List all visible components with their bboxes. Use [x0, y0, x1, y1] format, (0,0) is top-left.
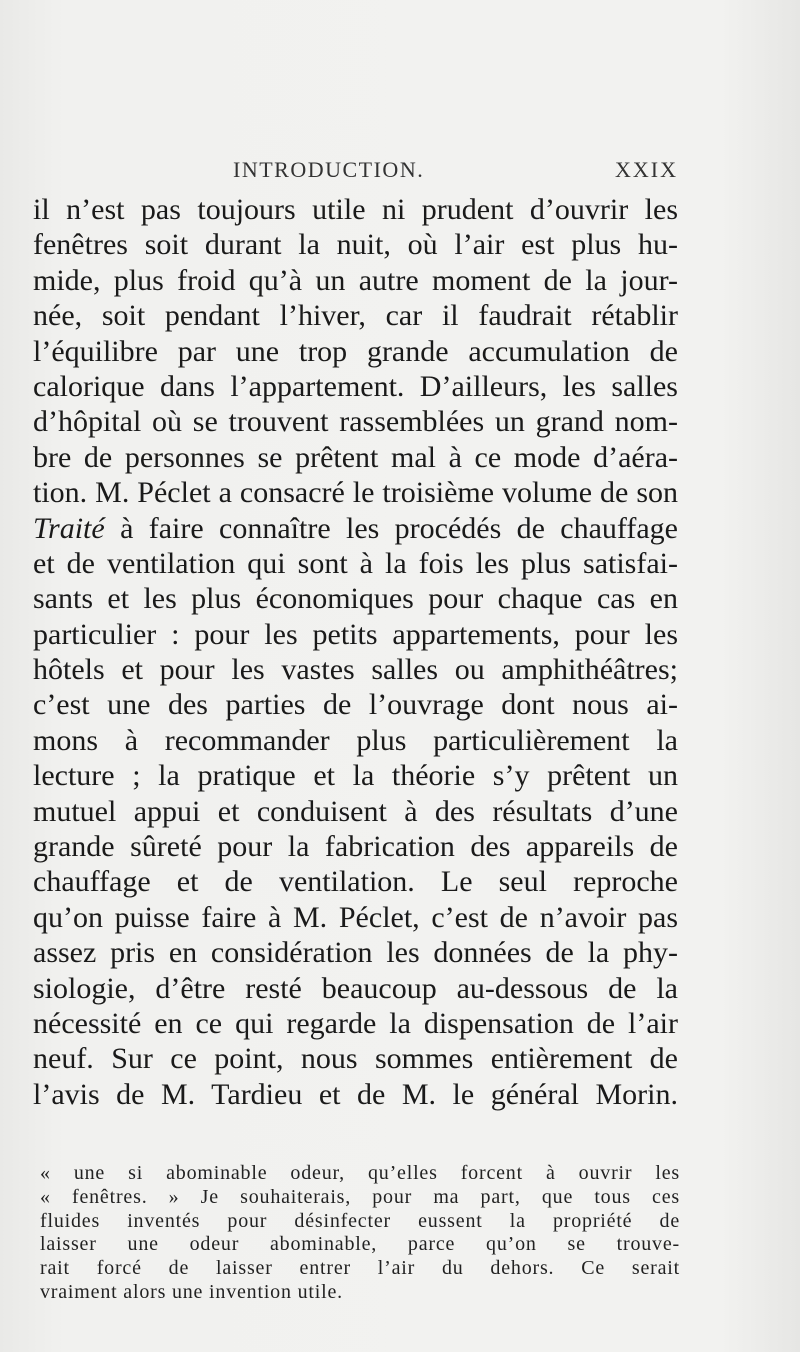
- text-line: mons à recommander plus particulièrement la: [33, 723, 678, 757]
- text-line-rest: à faire connaître les procédés de chauffage: [120, 511, 678, 545]
- running-title: INTRODUCTION.: [233, 157, 425, 182]
- text-line: mide, plus froid qu’à un autre moment de la jour-: [33, 263, 678, 297]
- footnote-line: laisser une odeur abominable, parce qu’on se trouve-: [40, 1233, 680, 1256]
- text-line: grande sûreté pour la fabrication des appareils de: [33, 830, 678, 864]
- text-line: sants et les plus économiques pour chaque cas en: [33, 582, 678, 616]
- footnote-line: vraiment alors une invention utile.: [40, 1280, 343, 1303]
- text-line: hôtels et pour les vastes salles ou amphithéâtres;: [33, 653, 678, 687]
- text-line: assez pris en considération les données de la phy-: [33, 936, 678, 970]
- text-line: tion. M. Péclet a consacré le troisième volume de son: [33, 476, 678, 510]
- text-line: l’équilibre par une trop grande accumulation de: [33, 334, 678, 368]
- text-line: née, soit pendant l’hiver, car il faudrait rétablir: [33, 299, 678, 333]
- text-line: particulier : pour les petits appartements, pour les: [33, 617, 678, 651]
- text-line: fenêtres soit durant la nuit, où l’air est plus hu-: [33, 228, 678, 262]
- text-line: lecture ; la pratique et la théorie s’y prêtent un: [33, 759, 678, 793]
- footnote: [40, 1162, 680, 1305]
- text-line: d’hôpital où se trouvent rassemblées un grand nom-: [33, 405, 678, 439]
- text-line: il n’est pas toujours utile ni prudent d’ouvrir les: [33, 193, 678, 226]
- text-line: qu’on puisse faire à M. Péclet, c’est de n’avoir pas: [33, 900, 678, 934]
- main-text: [33, 192, 678, 1112]
- text-line: chauffage et de ventilation. Le seul reproche: [33, 865, 678, 899]
- footnote-line: « une si abominable odeur, qu’elles forcent à ouvrir les: [40, 1162, 680, 1184]
- text-line: c’est une des parties de l’ouvrage dont nous ai-: [33, 688, 678, 722]
- footnote-line: rait forcé de laisser entrer l’air du dehors. Ce serait: [40, 1257, 680, 1280]
- text-line: l’avis de M. Tardieu et de M. le général Morin.: [33, 1077, 678, 1111]
- text-line: siologie, d’être resté beaucoup au-dessous de la: [33, 971, 678, 1005]
- text-line-with-italic: [33, 511, 678, 546]
- page-number: XXIX: [615, 157, 678, 182]
- text-line: neuf. Sur ce point, nous sommes entièrement de: [33, 1042, 678, 1076]
- text-line: mutuel appui et conduisent à des résultats d’une: [33, 794, 678, 828]
- text-line: calorique dans l’appartement. D’ailleurs, les salles: [33, 369, 678, 403]
- running-header: [33, 153, 678, 187]
- italic-title: Traité: [33, 511, 105, 545]
- text-line: et de ventilation qui sont à la fois les plus satisfai-: [33, 546, 678, 580]
- footnote-line: fluides inventés pour désinfecter eussent la propriété de: [40, 1209, 680, 1232]
- footnote-line: « fenêtres. » Je souhaiterais, pour ma part, que tous ces: [40, 1185, 680, 1208]
- text-line: bre de personnes se prêtent mal à ce mode d’aéra-: [33, 440, 678, 474]
- text-line: nécessité en ce qui regarde la dispensation de l’air: [33, 1006, 678, 1040]
